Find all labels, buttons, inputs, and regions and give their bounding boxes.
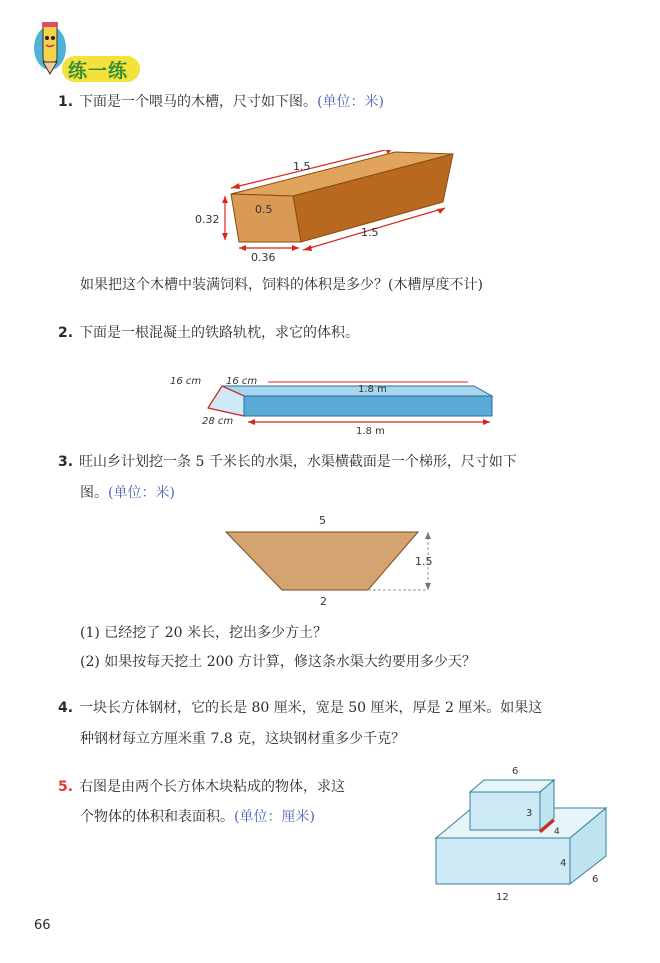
unit-note: (单位：厘米) (234, 809, 315, 825)
figure-trapezoid-channel (222, 510, 442, 610)
dim-base: 28 cm (202, 416, 234, 427)
dim-length-top: 1.8 m (358, 384, 387, 395)
question-4-line2: 种钢材每立方厘米重 7.8 克，这块钢材重多少千克？ (80, 731, 406, 747)
dim-side-left: 16 cm (170, 376, 202, 387)
dim-top-length: 6 (512, 766, 519, 777)
question-3-line1 (58, 451, 517, 473)
section-title: 练一练 (68, 60, 129, 82)
question-2 (58, 322, 359, 344)
question-number: 2. (58, 325, 74, 341)
dim-height: 0.32 (195, 213, 220, 226)
question-text-cont: 个物体的体积和表面积。 (80, 809, 234, 825)
question-text: 下面是一根混凝土的铁路轨枕，求它的体积。 (79, 325, 360, 341)
question-number: 1. (58, 94, 74, 110)
question-text: 下面是一个喂马的木槽，尺寸如下图。 (79, 94, 318, 110)
question-text-cont: 图。 (80, 485, 108, 501)
dim-bottom-width: 0.36 (251, 251, 276, 262)
question-number: 5. (58, 779, 74, 795)
dim-bottom: 2 (320, 595, 327, 608)
unit-note: (单位：米) (108, 485, 175, 501)
question-5-line1 (58, 776, 345, 798)
question-number: 4. (58, 700, 74, 716)
dim-height: 1.5 (415, 555, 433, 568)
question-text: 旺山乡计划挖一条 5 千米长的水渠，水渠横截面是一个梯形，尺寸如下 (79, 454, 517, 470)
dim-bottom-length: 1.5 (361, 226, 379, 239)
question-text: 右图是由两个长方体木块粘成的物体，求这 (79, 779, 346, 795)
dim-top-height: 3 (526, 808, 533, 819)
unit-note: (单位：米) (317, 94, 384, 110)
question-1-followup: 如果把这个木槽中装满饲料，饲料的体积是多少？(木槽厚度不计) (80, 277, 483, 293)
question-5-line2 (80, 806, 315, 828)
figure-stacked-boxes (428, 760, 613, 910)
page-number: 66 (34, 918, 51, 933)
question-1 (58, 91, 384, 113)
dim-top: 5 (319, 514, 326, 527)
dim-top-width: 4 (554, 827, 560, 837)
question-3-part-1: (1) 已经挖了 20 米长，挖出多少方土？ (80, 625, 327, 641)
dim-top-length: 1.5 (293, 160, 311, 173)
question-text: 一块长方体钢材，它的长是 80 厘米，宽是 50 厘米，厚是 2 厘米。如果这 (79, 700, 543, 716)
dim-side-top: 16 cm (226, 376, 258, 387)
figure-railway-sleeper (168, 368, 498, 438)
dim-length-bottom: 1.8 m (356, 426, 385, 437)
question-3-line2 (80, 482, 175, 504)
question-4-line1 (58, 697, 542, 719)
dim-bottom-height: 4 (560, 858, 567, 869)
figure-trough (195, 150, 465, 262)
question-number: 3. (58, 454, 74, 470)
dim-bottom-width: 6 (592, 874, 599, 885)
question-3-part-2: (2) 如果按每天挖土 200 方计算，修这条水渠大约要用多少天？ (80, 654, 476, 670)
dim-top-width: 0.5 (255, 203, 273, 216)
dim-bottom-length: 12 (496, 892, 509, 903)
